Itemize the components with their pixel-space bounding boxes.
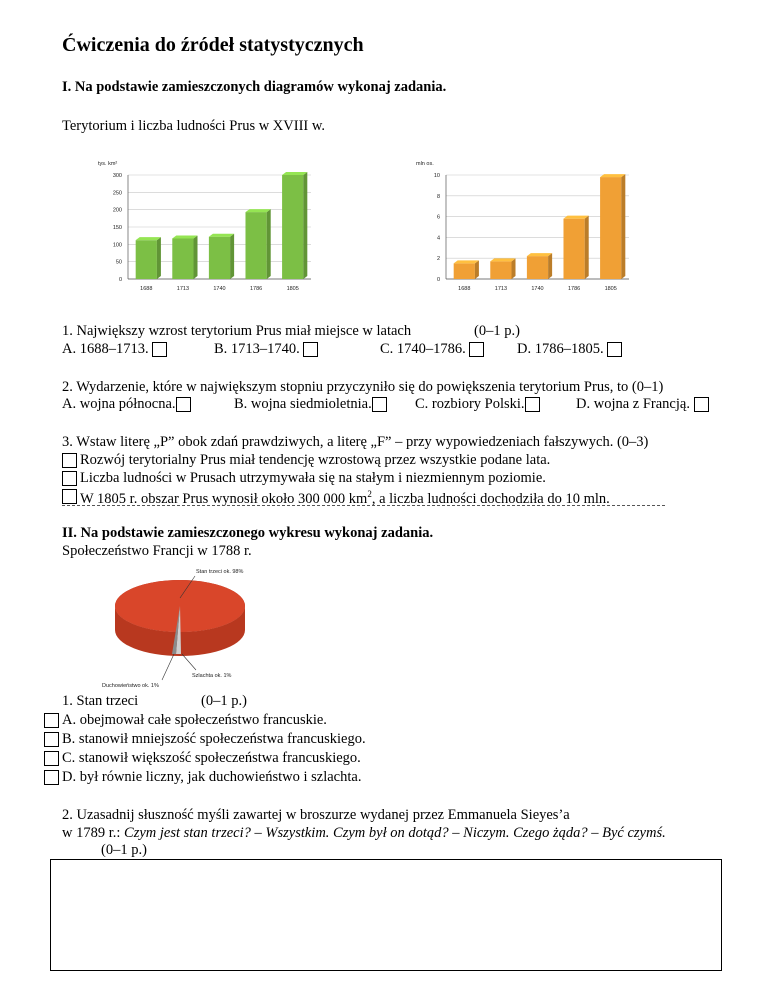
y-tick-label: 2	[436, 256, 440, 263]
x-tick-label: 1786	[567, 286, 581, 292]
s1-q3-statement-3: W 1805 r. obszar Prus wynosił około 300 000 $km^2$, a liczba ludności dochodziła do 10 mln.	[80, 489, 610, 507]
territory-axis	[98, 161, 311, 292]
bar-1740	[527, 256, 548, 279]
s1-q1-option-d[interactable]: D. 1786–1805.	[517, 341, 622, 358]
answer-checkbox[interactable]	[44, 713, 59, 728]
x-tick-label: 1740	[213, 286, 226, 292]
s1-q3-statement-2: Liczba ludności w Prusach utrzymywała się na stałym i niezmiennym poziomie.	[80, 470, 546, 486]
answer-checkbox[interactable]	[525, 397, 540, 412]
x-tick-label: 1805	[604, 286, 617, 292]
bar-1805	[282, 175, 303, 279]
pie-label-szlachta: Szlachta ok. 1%	[192, 673, 232, 679]
section1-caption: Terytorium i liczba ludności Prus w XVIII w.	[62, 118, 326, 134]
x-tick-label: 1688	[458, 286, 471, 292]
x-tick-label: 1713	[176, 286, 190, 292]
s1-q1-option-c[interactable]: C. 1740–1786.	[380, 341, 484, 358]
answer-checkbox[interactable]	[303, 342, 318, 357]
x-tick-label: 1805	[286, 286, 299, 292]
answer-checkbox[interactable]	[44, 751, 59, 766]
s2-q1-text: 1. Stan trzeci	[62, 693, 139, 709]
answer-checkbox[interactable]	[62, 471, 77, 486]
bar-side	[585, 216, 589, 279]
s1-q3-text: 3. Wstaw literę „P” obok zdań prawdziwych, a literę „F” – przy wypowiedzeniach fałszywych. (0–3)	[62, 434, 649, 450]
bar-top	[490, 258, 515, 261]
s2-q1-option-b: B. stanowił mniejszość społeczeństwa francuskiego.	[62, 731, 366, 747]
s1-q3-statement-1: Rozwój terytorialny Prus miał tendencję wzrostową przez wszystkie podane lata.	[80, 452, 551, 468]
bar-side	[303, 172, 307, 279]
population-axis	[416, 161, 629, 292]
answer-checkbox[interactable]	[44, 732, 59, 747]
section1-heading: I. Na podstawie zamieszczonych diagramów wykonaj zadania.	[62, 79, 447, 95]
bar-top	[172, 235, 197, 238]
bar-1688	[136, 240, 157, 279]
bar-top	[600, 174, 625, 177]
page-title: Ćwiczenia do źródeł statystycznych	[62, 34, 364, 56]
bar-side	[194, 235, 198, 279]
bar-side	[267, 209, 271, 279]
s2-q1-points: (0–1 p.)	[201, 693, 247, 709]
y-axis-label: mln os.	[416, 161, 434, 167]
s1-q2-option-d[interactable]: D. wojna z Francją.	[576, 396, 709, 413]
x-tick-label: 1688	[140, 286, 153, 292]
bar-1713	[172, 238, 193, 279]
answer-checkbox[interactable]	[372, 397, 387, 412]
s1-q2-option-c[interactable]: C. rozbiory Polski.	[415, 396, 540, 413]
y-tick-label: 8	[436, 193, 440, 200]
y-tick-label: 250	[112, 190, 122, 197]
bar-top	[454, 260, 479, 263]
s1-q2-option-b[interactable]: B. wojna siedmioletnia.	[234, 396, 387, 413]
answer-checkbox[interactable]	[469, 342, 484, 357]
pie-label-duchowienstwo: Duchowieństwo ok. 1%	[102, 683, 159, 689]
answer-textarea[interactable]	[50, 859, 722, 971]
section2-caption: Społeczeństwo Francji w 1788 r.	[62, 543, 252, 559]
s2-q2-points: (0–1 p.)	[101, 842, 147, 858]
answer-checkbox[interactable]	[176, 397, 191, 412]
bar-top	[527, 253, 552, 256]
bar-1713	[490, 261, 511, 279]
s2-q1-option-a: A. obejmował całe społeczeństwo francuskie.	[62, 712, 327, 728]
bar-top	[209, 234, 234, 237]
x-tick-label: 1713	[494, 286, 508, 292]
y-tick-label: 150	[112, 225, 122, 231]
bar-1805	[600, 177, 621, 279]
bar-side	[157, 237, 161, 279]
bar-1740	[209, 237, 230, 279]
y-tick-label: 50	[115, 259, 122, 266]
bar-top	[136, 237, 161, 240]
x-tick-label: 1786	[249, 286, 263, 292]
s2-q2-line2: w 1789 r.: Czym jest stan trzeci? – Wszystkim. Czym był on dotąd? – Niczym. Czego żąda? – Być czymś.	[62, 825, 666, 841]
sieyes-quote: Czym jest stan trzeci? – Wszystkim. Czym był on dotąd? – Niczym. Czego żąda? – Być czymś.	[124, 825, 666, 841]
bar-side	[548, 253, 552, 279]
y-tick-label: 4	[436, 235, 440, 242]
s1-q1-points: (0–1 p.)	[474, 323, 520, 339]
answer-checkbox[interactable]	[694, 397, 709, 412]
s2-q1-option-c: C. stanowił większość społeczeństwa francuskiego.	[62, 750, 361, 766]
answer-checkbox[interactable]	[62, 489, 77, 504]
y-axis-label: tys. km²	[98, 161, 118, 167]
bar-side	[621, 174, 625, 279]
s1-q1-text: 1. Największy wzrost terytorium Prus miał miejsce w latach	[62, 323, 412, 339]
s2-q1-option-d: D. był równie liczny, jak duchowieństwo i szlachta.	[62, 769, 362, 785]
answer-checkbox[interactable]	[44, 770, 59, 785]
bar-side	[512, 258, 516, 279]
pie-chart	[100, 562, 280, 692]
x-tick-label: 1740	[531, 286, 544, 292]
pie-label-stan-trzeci: Stan trzeci ok. 98%	[196, 569, 244, 575]
answer-checkbox[interactable]	[607, 342, 622, 357]
s2-q2-line1: 2. Uzasadnij słuszność myśli zawartej w broszurze wydanej przez Emmanuela Sieyes’a	[62, 807, 570, 823]
s1-q1-option-b[interactable]: B. 1713–1740.	[214, 341, 318, 358]
y-tick-label: 0	[436, 277, 440, 283]
s1-q2-text: 2. Wydarzenie, które w największym stopniu przyczyniło się do powiększenia terytorium Prus, to (0–1)	[62, 379, 664, 395]
bar-top	[282, 172, 307, 175]
bar-1786	[563, 219, 584, 279]
s1-q1-option-a[interactable]: A. 1688–1713.	[62, 341, 167, 358]
y-tick-label: 300	[112, 173, 122, 179]
bar-side	[230, 234, 234, 279]
answer-checkbox[interactable]	[62, 453, 77, 468]
bar-top	[563, 216, 588, 219]
bar-side	[475, 260, 479, 279]
territory-bars	[136, 172, 308, 279]
population-bars	[454, 174, 626, 279]
bar-1688	[454, 263, 475, 279]
y-tick-label: 6	[436, 214, 440, 221]
section2-heading: II. Na podstawie zamieszczonego wykresu wykonaj zadania.	[62, 525, 434, 541]
bar-top	[245, 209, 270, 212]
s1-q2-option-a[interactable]: A. wojna północna.	[62, 396, 191, 413]
y-tick-label: 0	[118, 277, 122, 283]
section-divider	[62, 505, 665, 506]
territory-chart	[86, 155, 326, 297]
population-chart	[404, 155, 644, 297]
bar-1786	[245, 212, 266, 279]
y-tick-label: 200	[112, 207, 122, 214]
y-tick-label: 100	[112, 242, 122, 249]
y-tick-label: 10	[433, 173, 440, 179]
answer-checkbox[interactable]	[152, 342, 167, 357]
